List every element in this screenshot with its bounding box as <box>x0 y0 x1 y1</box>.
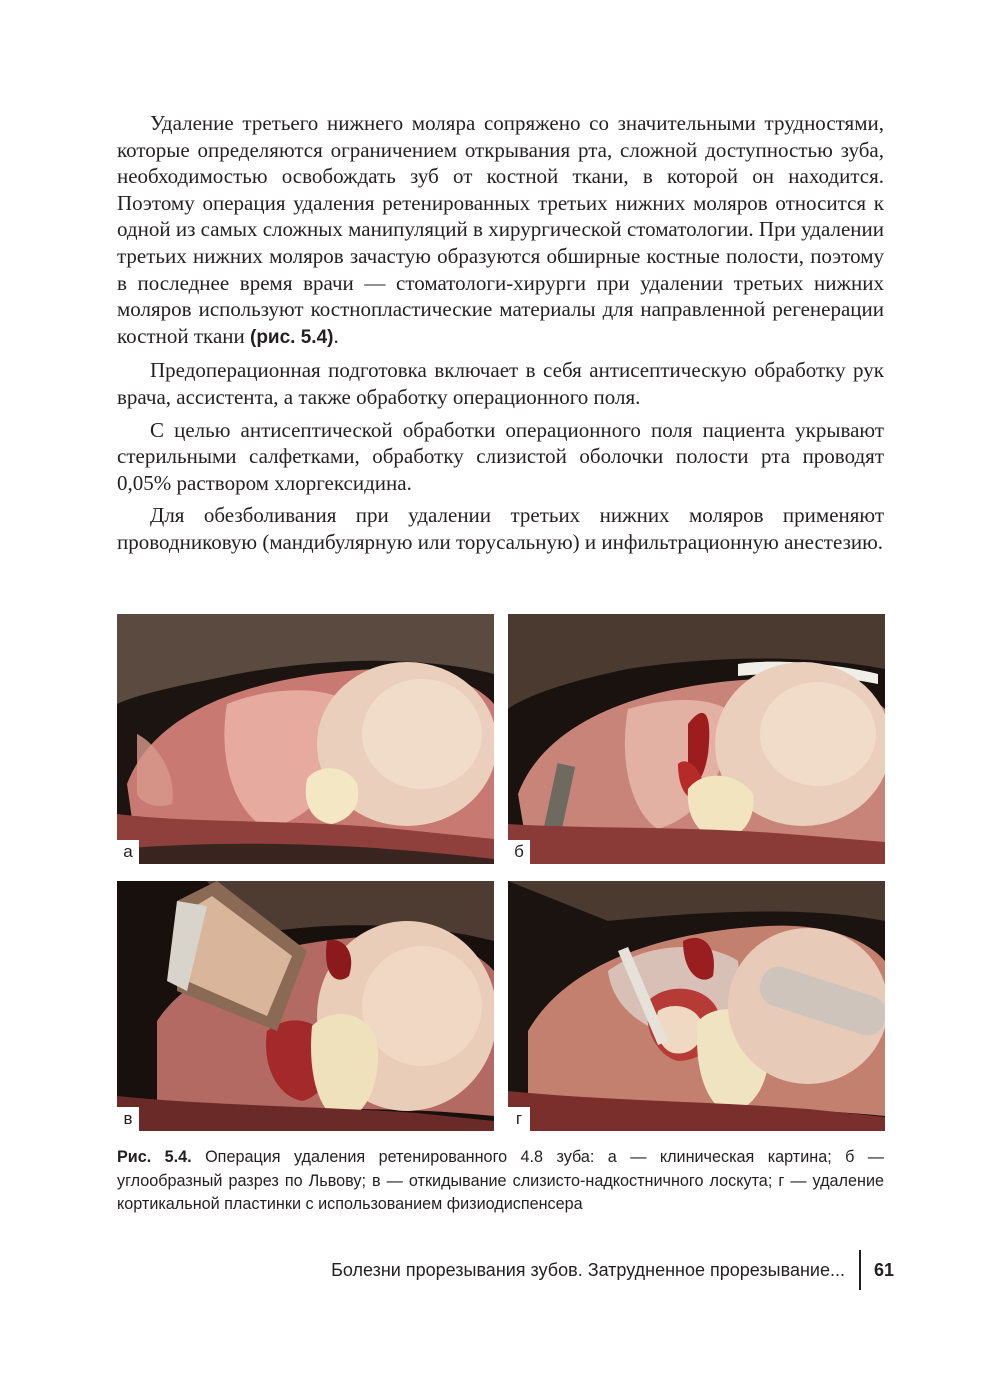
footer-divider <box>859 1250 861 1290</box>
paragraph-2: Предоперационная подготовка включает в себя антисептическую обработку рук врача, ассистента, а также обработку операционного поля. <box>117 358 884 409</box>
running-title: Болезни прорезывания зубов. Затрудненное прорезывание... <box>331 1259 845 1280</box>
figure-photo-g <box>508 881 885 1131</box>
page-number: 61 <box>873 1259 894 1280</box>
figure-caption <box>117 1146 884 1217</box>
panel-label-b: б <box>508 840 530 864</box>
page-footer <box>331 1250 894 1290</box>
photo-b-image <box>508 614 885 864</box>
panel-label-v: в <box>117 1107 139 1131</box>
panel-label-a: а <box>117 840 139 864</box>
photo-v-image <box>117 881 494 1131</box>
photo-a-image <box>117 614 494 864</box>
panel-label-g: г <box>508 1107 530 1131</box>
paragraph-3: С целью антисептической обработки операционного поля пациента укрывают стерильными салфетками, обработку слизистой оболочки полости рта проводят 0,05% раствором хлоргексидина. <box>117 417 884 495</box>
paragraph-4: Для обезболивания при удалении третьих нижних моляров применяют проводниковую (мандибулярную или торусальную) и инфильтрационную анестезию. <box>117 503 884 554</box>
body-text <box>117 110 884 556</box>
paragraph-1: Удаление третьего нижнего моляра сопряжено со значительными трудностями, которые определяются ограничением открывания рта, сложной доступностью зуба, необходимостью освобождать зуб от костной ткани, в которой он находится. Поэтому операция удаления ретенированных третьих нижних моляров относится к одной из самых сложных манипуляций в хирургической стоматологии. При удалении третьих нижних моляров зачастую образуются обширные костные полости, поэтому в последнее время врачи — стоматологи-хирурги при удалении третьих нижних моляров используют костнопластические материалы для направленной регенерации костной ткани (рис. 5.4). <box>117 111 884 348</box>
photo-g-image <box>508 881 885 1131</box>
figure-photo-v <box>117 881 494 1131</box>
figure-photo-b <box>508 614 885 864</box>
caption-label: Рис. 5.4. <box>117 1148 192 1166</box>
figure-photo-a <box>117 614 494 864</box>
caption-text: Операция удаления ретенированного 4.8 зуба: а — клиническая картина; б — углообразный разрез по Львову; в — откидывание слизисто-надкостничного лоскута; г — удаление кортикальной пластинки с использованием физиодиспенсера <box>117 1148 884 1213</box>
figure-reference[interactable]: (рис. 5.4) <box>250 326 334 348</box>
